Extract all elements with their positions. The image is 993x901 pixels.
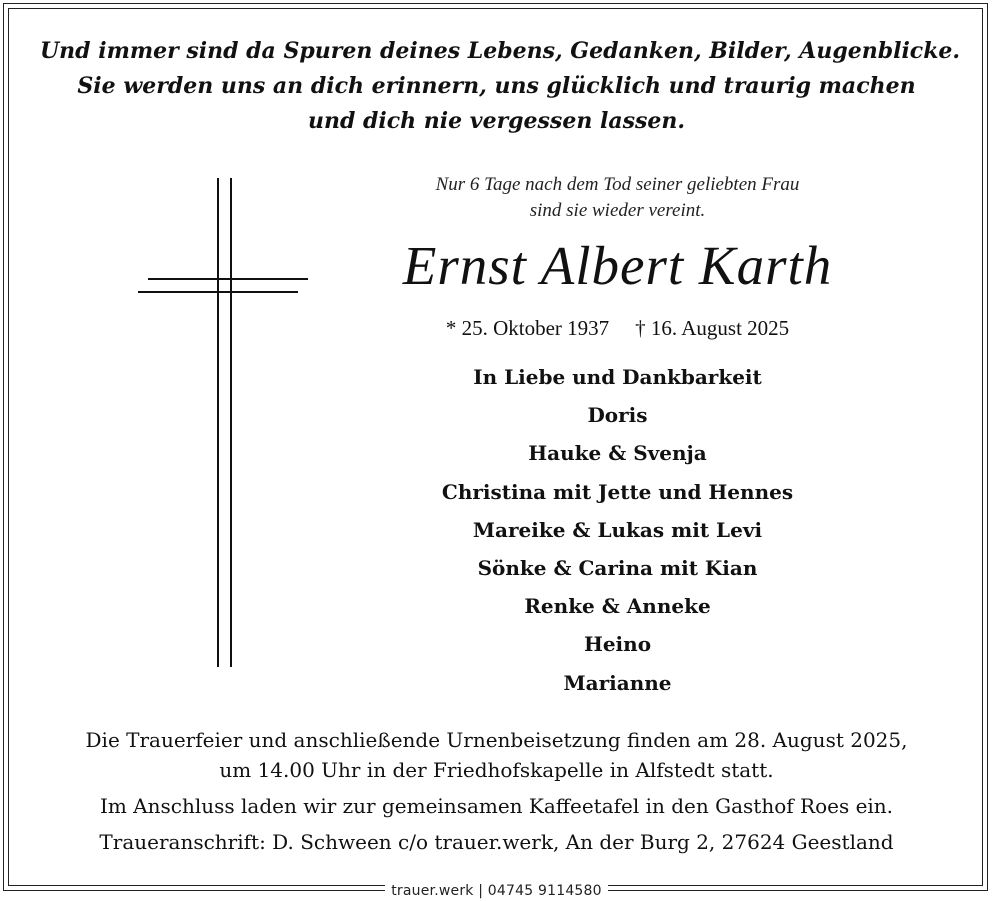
mourner-line: Doris	[587, 403, 648, 428]
funeral-info	[30, 725, 963, 857]
footer-text: trauer.werk | 04745 9114580	[385, 881, 608, 901]
birth-date: * 25. Oktober 1937	[445, 316, 610, 340]
cross-icon	[130, 175, 320, 675]
intro-line: sind sie wieder vereint.	[529, 200, 706, 221]
mourner-line: Marianne	[563, 670, 672, 695]
mourner-line: Mareike & Lukas mit Levi	[472, 517, 763, 542]
mourner-line: Christina mit Jette und Hennes	[441, 479, 794, 504]
mourner-line: Renke & Anneke	[524, 594, 711, 619]
ceremony-line: um 14.00 Uhr in der Friedhofskapelle in Alfstedt statt.	[219, 758, 774, 782]
opening-quote	[40, 34, 961, 139]
death-date: † 16. August 2025	[635, 316, 790, 340]
ceremony-line: Die Trauerfeier und anschließende Urnenbeisetzung finden am 28. August 2025,	[85, 728, 908, 752]
reception-line: Im Anschluss laden wir zur gemeinsamen Kaffeetafel in den Gasthof Roes ein.	[99, 794, 894, 818]
life-dates	[350, 315, 885, 341]
footer-credit	[0, 880, 993, 900]
mourners-list	[350, 358, 885, 702]
mourner-line: Hauke & Svenja	[528, 441, 707, 466]
intro-text	[350, 172, 885, 224]
deceased-name: Ernst Albert Karth	[402, 235, 833, 296]
quote-line: und dich nie vergessen lassen.	[307, 108, 686, 134]
intro-line: Nur 6 Tage nach dem Tod seiner geliebten Frau	[435, 174, 800, 195]
mourner-line: Sönke & Carina mit Kian	[477, 556, 758, 581]
address-line: Traueranschrift: D. Schween c/o trauer.werk, An der Burg 2, 27624 Geestland	[99, 830, 894, 854]
quote-line: Sie werden uns an dich erinnern, uns glücklich und traurig machen	[77, 73, 916, 99]
mourner-line: Heino	[583, 632, 652, 657]
quote-line: Und immer sind da Spuren deines Lebens, Gedanken, Bilder, Augenblicke.	[40, 38, 961, 64]
mourner-line: In Liebe und Dankbarkeit	[473, 365, 762, 389]
